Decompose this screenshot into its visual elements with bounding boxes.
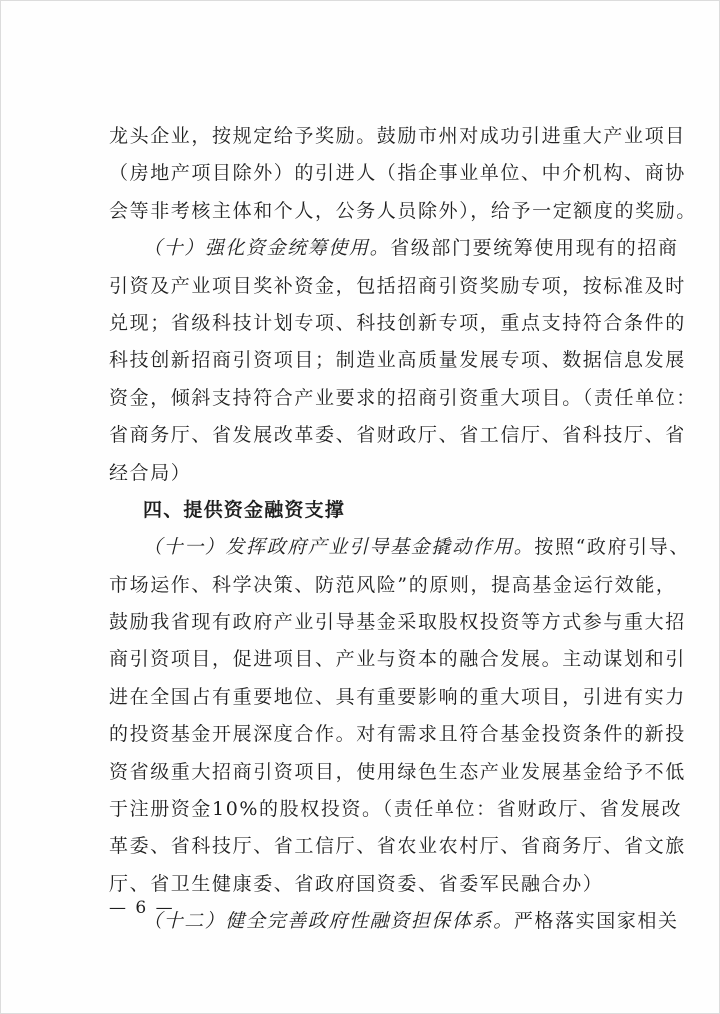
text-line: 革委、省科技厅、省工信厅、省农业农村厅、省商务厅、省文旅 — [109, 835, 686, 858]
text-line: 进在全国占有重要地位、具有重要影响的重大项目，引进有实力 — [109, 685, 686, 708]
paragraph-11-text: 按照“政府引导、 — [534, 536, 690, 559]
text-line: 鼓励我省现有政府产业引导基金采取股权投资等方式参与重大招 — [109, 611, 686, 634]
text-line: 龙头企业，按规定给予奖励。鼓励市州对成功引进重大产业项目 — [109, 125, 686, 147]
text-line: 引资及产业项目奖补资金，包括招商引资奖励专项，按标准及时 — [109, 274, 686, 297]
page-number: — 6 — — [109, 898, 175, 918]
text-line: 厅、省卫生健康委、省政府国资委、省委军民融合办） — [109, 872, 604, 895]
paragraph-12-first-line — [109, 903, 679, 940]
paragraph-11-heading: （十一）发挥政府产业引导基金撬动作用。 — [143, 536, 535, 559]
text-line: 市场运作、科学决策、防范风险”的原则，提高基金运行效能， — [109, 573, 677, 596]
paragraph-12-text: 严格落实国家相关 — [513, 910, 679, 933]
section-4-heading: 四、提供资金融资支撑 — [143, 498, 346, 521]
text-line: 兑现；省级科技计划专项、科技创新专项，重点支持符合条件的 — [109, 311, 686, 334]
paragraph-10-heading: （十）强化资金统筹使用。 — [143, 237, 391, 260]
body-text — [109, 118, 697, 941]
text-line: （房地产项目除外）的引进人（指企事业单位、中介机构、商协 — [109, 162, 686, 185]
text-line: 科技创新招商引资项目；制造业高质量发展专项、数据信息发展 — [109, 349, 686, 372]
text-line: 于注册资金10%的股权投资。（责任单位：省财政厅、省发展改 — [109, 798, 683, 821]
paragraph-12-heading: （十二）健全完善政府性融资担保体系。 — [143, 910, 514, 933]
text-line: 资金，倾斜支持符合产业要求的招商引资重大项目。（责任单位： — [109, 386, 697, 409]
text-line: 资省级重大招商引资项目，使用绿色生态产业发展基金给予不低 — [109, 760, 686, 783]
text-line: 的投资基金开展深度合作。对有需求且符合基金投资条件的新投 — [109, 723, 686, 746]
paragraph-10-text: 省级部门要统筹使用现有的招商 — [390, 237, 679, 260]
text-line: 会等非考核主体和个人，公务人员除外），给予一定额度的奖励。 — [109, 199, 697, 222]
text-line: 商引资项目，促进项目、产业与资本的融合发展。主动谋划和引 — [109, 648, 686, 671]
text-line: 经合局） — [109, 461, 192, 484]
text-line: 省商务厅、省发展改革委、省财政厅、省工信厅、省科技厅、省 — [109, 424, 686, 447]
paragraph-11-first-line — [109, 529, 690, 566]
paragraph-10-first-line — [109, 230, 679, 267]
